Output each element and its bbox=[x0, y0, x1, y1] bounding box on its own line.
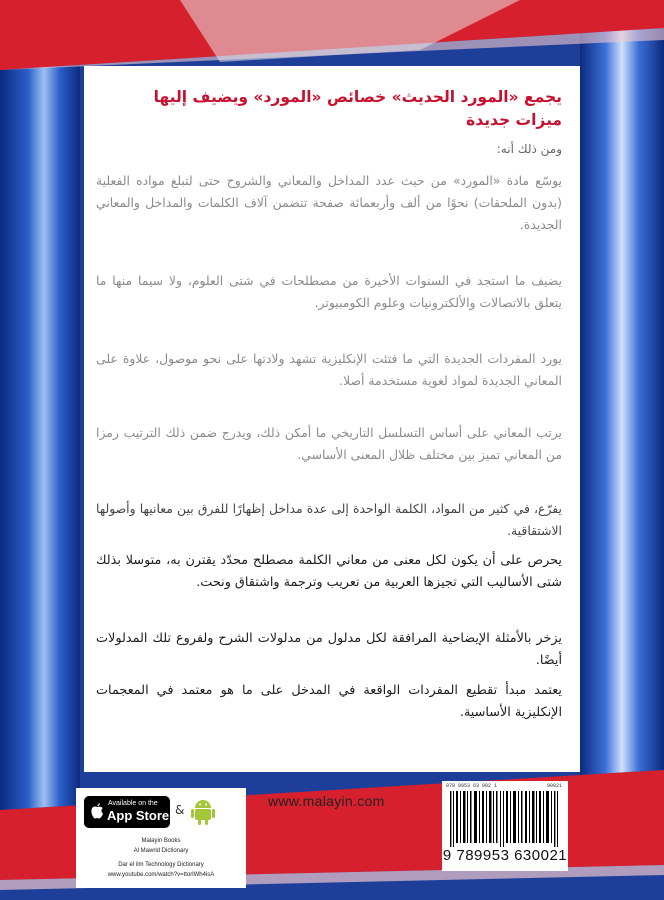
apple-icon bbox=[90, 802, 104, 820]
text-panel bbox=[84, 66, 580, 772]
barcode-number: 9 789953 630021 bbox=[442, 847, 568, 864]
feature-paragraph-7: يزخر بالأمثلة الإيضاحية المرافقة لكل مدلول من مدلولات الشرح ولفروع تلك المدلولات أيضًا. bbox=[96, 631, 562, 668]
barcode-bars bbox=[448, 791, 562, 847]
website-link[interactable]: www.malayin.com bbox=[268, 793, 385, 809]
app-line-tech-dictionary: Dar el ilm Technology Dictionary bbox=[118, 862, 204, 868]
youtube-link[interactable]: www.youtube.com/watch?v=ttorlWh4isA bbox=[107, 872, 215, 878]
app-line-publisher: Malayin Books bbox=[141, 838, 181, 844]
feature-paragraph-4: يرتب المعاني على أساس التسلسل التاريخي ما أمكن ذلك، ويدرج ضمن ذلك الترتيب رمزا من المعاني تميز بين مختلف ظلال المعنى الأساسي. bbox=[96, 425, 562, 462]
isbn-small: 978 9953 63 002 1 bbox=[446, 783, 498, 789]
app-line-dictionary: Al Mawrid Dictionary bbox=[133, 848, 189, 854]
android-icon[interactable] bbox=[190, 797, 216, 827]
app-store-small-text: Available on the bbox=[108, 800, 158, 807]
app-store-label: App Store bbox=[107, 808, 170, 823]
feature-paragraph-3: يورد المفردات الجديدة التي ما فتئت الإنكليزية تشهد ولادتها على نحو موصول، علاوة على المعاني الجديدة لمواد لغوية مستخدمة أصلا. bbox=[96, 351, 562, 388]
top-red-stripe bbox=[0, 0, 664, 70]
app-store-badge[interactable] bbox=[84, 796, 170, 828]
feature-paragraph-5: يفرّع، في كثير من المواد، الكلمة الواحدة إلى عدة مداخل إظهارًا للفرق بين معانيها وأصولها الاشتقاقية. bbox=[96, 501, 562, 538]
intro-line: ومن ذلك أنه: bbox=[496, 142, 562, 156]
tagline-heading: يجمع «المورد الحديث» خصائص «المورد» ويضيف إليها ميزات جديدة bbox=[153, 88, 562, 129]
feature-paragraph-8: يعتمد مبدأ تقطيع المفردات الواقعة في المدخل على ما هو معتمد في المعجمات الإنكليزية الأساسية. bbox=[96, 683, 562, 720]
left-blue-band bbox=[0, 0, 80, 900]
barcode-box bbox=[442, 781, 568, 871]
right-blue-band bbox=[580, 0, 664, 900]
ampersand: & bbox=[175, 803, 185, 817]
price-code: 90021 bbox=[546, 783, 562, 789]
feature-paragraph-6: يحرص على أن يكون لكل معنى من معاني الكلمة مصطلح محدّد يقترن به، متوسلا بذلك شتى الأساليب التي تجيزها العربية من تعريب وترجمة واشتقاق ونحت. bbox=[96, 553, 562, 590]
app-links-box bbox=[76, 788, 246, 888]
feature-paragraph-1: يوسّع مادة «المورد» من حيث عدد المداخل والمعاني والشروح حتى لتبلغ مواده الفعلية (بدون الملحقات) نحوًا من ألف وأربعمائة صفحة تتضمن آلاف الكلمات والمداخل والمعاني الجديدة. bbox=[96, 173, 562, 232]
feature-paragraph-2: يضيف ما استجد في السنوات الأخيرة من مصطلحات في شتى العلوم، ولا سيما منها ما يتعلق بالاتصالات والألكترونيات وعلوم الكومبيوتر. bbox=[96, 273, 562, 310]
